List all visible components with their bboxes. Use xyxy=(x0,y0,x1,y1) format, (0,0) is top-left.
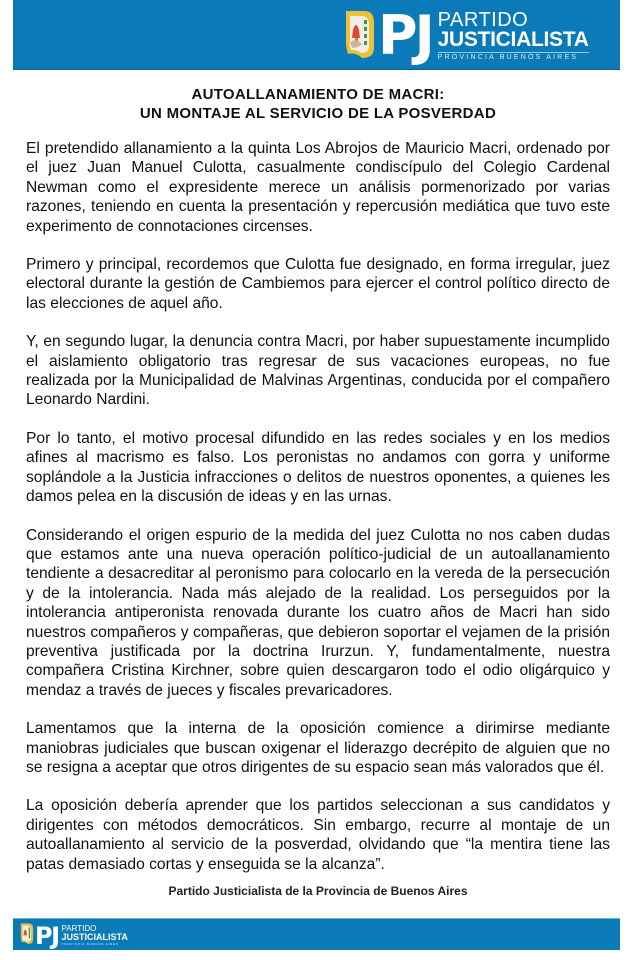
title-line-1: AUTOALLANAMIENTO DE MACRI: xyxy=(191,86,445,103)
logo-line-justicialista: JUSTICIALISTA xyxy=(437,28,589,51)
title-line-2: UN MONTAJE AL SERVICIO DE LA POSVERDAD xyxy=(139,105,497,122)
paragraph: Lamentamos que la interna de la oposición comience a dirimirse mediante maniobras judiciales que buscan oxigenar el liderazgo decrépito de alguien que no se resigna a aceptar que otros dirigentes de su espacio sean más valorados que él. xyxy=(26,720,610,776)
logo-initials: PJ xyxy=(378,4,432,67)
logo-line-partido: PARTIDO xyxy=(437,9,529,31)
pj-logo-header xyxy=(344,4,589,67)
logo-line-provincia: PROVINCIA BUENOS AIRES xyxy=(438,52,589,61)
paragraph: Primero y principal, recordemos que Culotta fue designado, en forma irregular, juez electoral durante la gestión de Cambiemos para ejercer el control político directo de las elecciones de aquel año. xyxy=(26,256,610,312)
paragraph: Y, en segundo lugar, la denuncia contra Macri, por haber supuestamente incumplido el aislamiento obligatorio tras regresar de sus vacaciones europeas, no fue realizada por la Municipalidad de Malvinas Argentinas, conducida por el compañero Leonardo Nardini. xyxy=(26,333,610,409)
pj-logo-footer xyxy=(20,922,128,949)
logo-line-justicialista: JUSTICIALISTA xyxy=(61,932,128,942)
logo-line-provincia: PROVINCIA BUENOS AIRES xyxy=(61,942,119,946)
buenos-aires-shield-icon xyxy=(20,922,34,949)
paragraph: La oposición debería aprender que los partidos seleccionan a sus candidatos y dirigentes con métodos democráticos. Sin embargo, recurre al montaje de un autoallanamiento al servicio de la posverdad, olvidando que “la mentira tiene las patas demasiado cortas y enseguida se la alcanza”. xyxy=(26,797,610,873)
logo-initials: PJ xyxy=(35,921,59,950)
document-title xyxy=(0,85,636,123)
paragraph: El pretendido allanamiento a la quinta Los Abrojos de Mauricio Macri, ordenado por el juez Juan Manuel Culotta, casualmente condiscípulo del Colegio Cardenal Newman como el expresidente merece un análisis pormenorizado por varias razones, teniendo en cuenta la presentación y repercusión mediática que tuvo este experimento de connotaciones circenses. xyxy=(26,140,610,235)
signature: Partido Justicialista de la Provincia de Buenos Aires xyxy=(168,884,468,898)
buenos-aires-shield-icon xyxy=(344,8,376,64)
logo-wordmark xyxy=(62,925,128,946)
paragraph: Por lo tanto, el motivo procesal difundido en las redes sociales y en los medios afines al macrismo es falso. Los peronistas no andamos con gorra y uniforme soplándole a la Justicia infracciones o delitos de nuestros oponentes, a quienes les damos pelea en la discusión de ideas y en las urnas. xyxy=(26,429,610,506)
logo-line-partido: PARTIDO xyxy=(61,924,97,933)
paragraph: Considerando el origen espurio de la medida del juez Culotta no nos caben dudas que estamos ante una nueva operación político-judicial de un autoallanamiento tendiente a desacreditar al peronismo para colocarlo en la vereda de la persecución y de la intolerancia. Nada más alejado de la realidad. Los perseguidos por la intolerancia antiperonista renovada durante los cuatro años de Macri han sido nuestros compañeros y compañeras, que debieron soportar el vejamen de la prisión preventiva justificada por la doctrina Irurzun. Y, fundamentalmente, nuestra compañera Cristina Kirchner, sobre quien descargaron todo el odio oligárquico y mendaz a través de jueces y fiscales prevaricadores. xyxy=(26,526,610,699)
logo-wordmark xyxy=(438,11,589,61)
document-body xyxy=(26,139,610,893)
